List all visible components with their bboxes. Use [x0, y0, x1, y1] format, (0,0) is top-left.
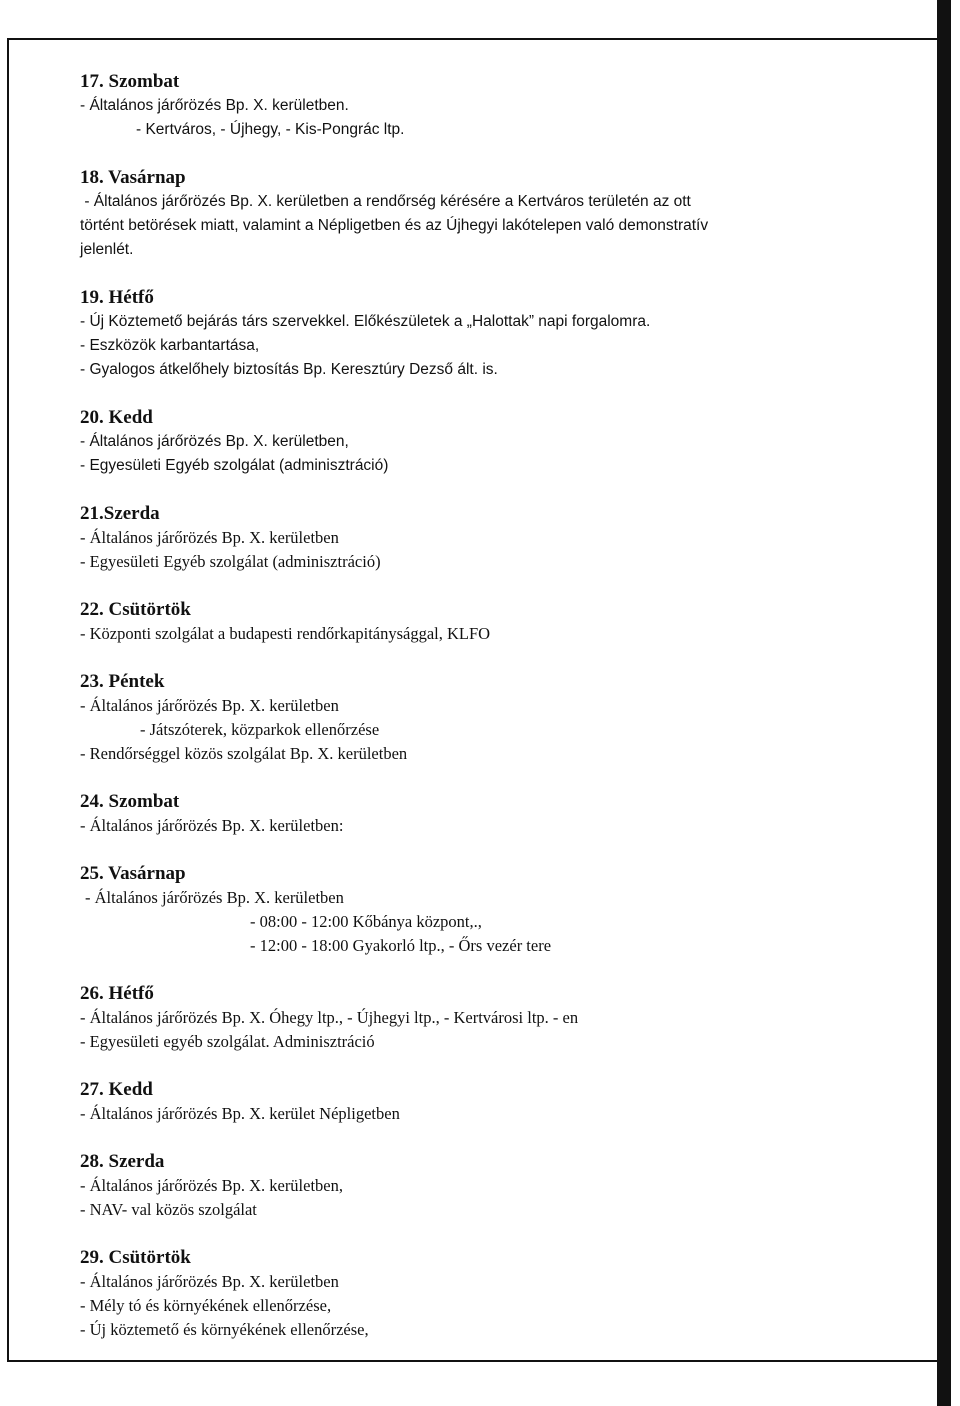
activity-line: - Általános járőrözés Bp. X. kerületben [80, 1272, 339, 1291]
day-heading: 23. Péntek [80, 671, 165, 692]
document-body [80, 70, 880, 1366]
day-entry [80, 1078, 880, 1126]
activity-line: - Általános járőrözés Bp. X. kerületben, [80, 433, 349, 450]
day-entry [80, 1150, 880, 1222]
day-heading: 17. Szombat [80, 71, 180, 92]
activity-line: - 08:00 - 12:00 Kőbánya központ,., [250, 912, 482, 931]
day-heading: 29. Csütörtök [80, 1247, 191, 1268]
day-entry [80, 790, 880, 838]
activity-line: - Általános járőrözés Bp. X. kerületben a rendőrség kérésére a Kertváros területén az ott [80, 193, 691, 210]
activity-line: történt betörések miatt, valamint a Népligetben és az Újhegyi lakótelepen való demonstratív [80, 217, 709, 234]
activity-line: - Általános járőrözés Bp. X. kerületben [80, 528, 339, 547]
activity-line: - Általános járőrözés Bp. X. kerületben. [80, 97, 349, 114]
activity-line: - Általános járőrözés Bp. X. kerület Népligetben [80, 1104, 400, 1123]
activity-line: - Mély tó és környékének ellenőrzése, [80, 1296, 332, 1315]
day-heading: 27. Kedd [80, 1079, 153, 1100]
activity-line: - NAV- val közös szolgálat [80, 1200, 257, 1219]
day-entry [80, 70, 880, 142]
day-heading: 24. Szombat [80, 791, 180, 812]
day-entry [80, 670, 880, 766]
day-entry [80, 862, 880, 958]
activity-line: - Általános járőrözés Bp. X. kerületben [85, 888, 344, 907]
activity-line: - Általános járőrözés Bp. X. kerületben, [80, 1176, 344, 1195]
day-heading: 26. Hétfő [80, 983, 154, 1004]
activity-line: - Kertváros, - Újhegy, - Kis-Pongrác ltp. [136, 121, 405, 138]
day-entry [80, 406, 880, 478]
activity-line: - Gyalogos átkelőhely biztosítás Bp. Keresztúry Dezső ált. is. [80, 361, 498, 378]
day-entry [80, 982, 880, 1054]
day-entry [80, 286, 880, 382]
activity-line: - 12:00 - 18:00 Gyakorló ltp., - Őrs vezér tere [250, 936, 552, 955]
day-heading: 28. Szerda [80, 1151, 165, 1172]
activity-line: - Általános járőrözés Bp. X. kerületben [80, 696, 339, 715]
day-heading: 18. Vasárnap [80, 167, 186, 188]
day-entry [80, 598, 880, 646]
day-heading: 20. Kedd [80, 407, 153, 428]
activity-line: jelenlét. [80, 241, 134, 258]
activity-line: - Egyesületi Egyéb szolgálat (adminisztráció) [80, 457, 389, 474]
day-heading: 22. Csütörtök [80, 599, 191, 620]
activity-line: - Új köztemető és környékének ellenőrzése, [80, 1320, 369, 1339]
activity-line: - Általános járőrözés Bp. X. Óhegy ltp., - Újhegyi ltp., - Kertvárosi ltp. - en [80, 1008, 579, 1027]
activity-line: - Egyesületi egyéb szolgálat. Adminisztráció [80, 1032, 375, 1051]
activity-line: - Új Köztemető bejárás társ szervekkel. Előkészületek a „Halottak” napi forgalomra. [80, 313, 651, 330]
activity-line: - Általános járőrözés Bp. X. kerületben: [80, 816, 344, 835]
scan-edge-bar [937, 0, 951, 1406]
day-heading: 19. Hétfő [80, 287, 154, 308]
activity-line: - Rendőrséggel közös szolgálat Bp. X. kerületben [80, 744, 408, 763]
activity-line: - Eszközök karbantartása, [80, 337, 260, 354]
activity-line: - Központi szolgálat a budapesti rendőrkapitánysággal, KLFO [80, 624, 491, 643]
day-entry [80, 502, 880, 574]
activity-line: - Egyesületi Egyéb szolgálat (adminisztráció) [80, 552, 381, 571]
day-heading: 25. Vasárnap [80, 863, 186, 884]
activity-line: - Játszóterek, közparkok ellenőrzése [140, 720, 380, 739]
day-entry [80, 1246, 880, 1342]
day-entry [80, 166, 880, 262]
day-heading: 21.Szerda [80, 503, 160, 524]
